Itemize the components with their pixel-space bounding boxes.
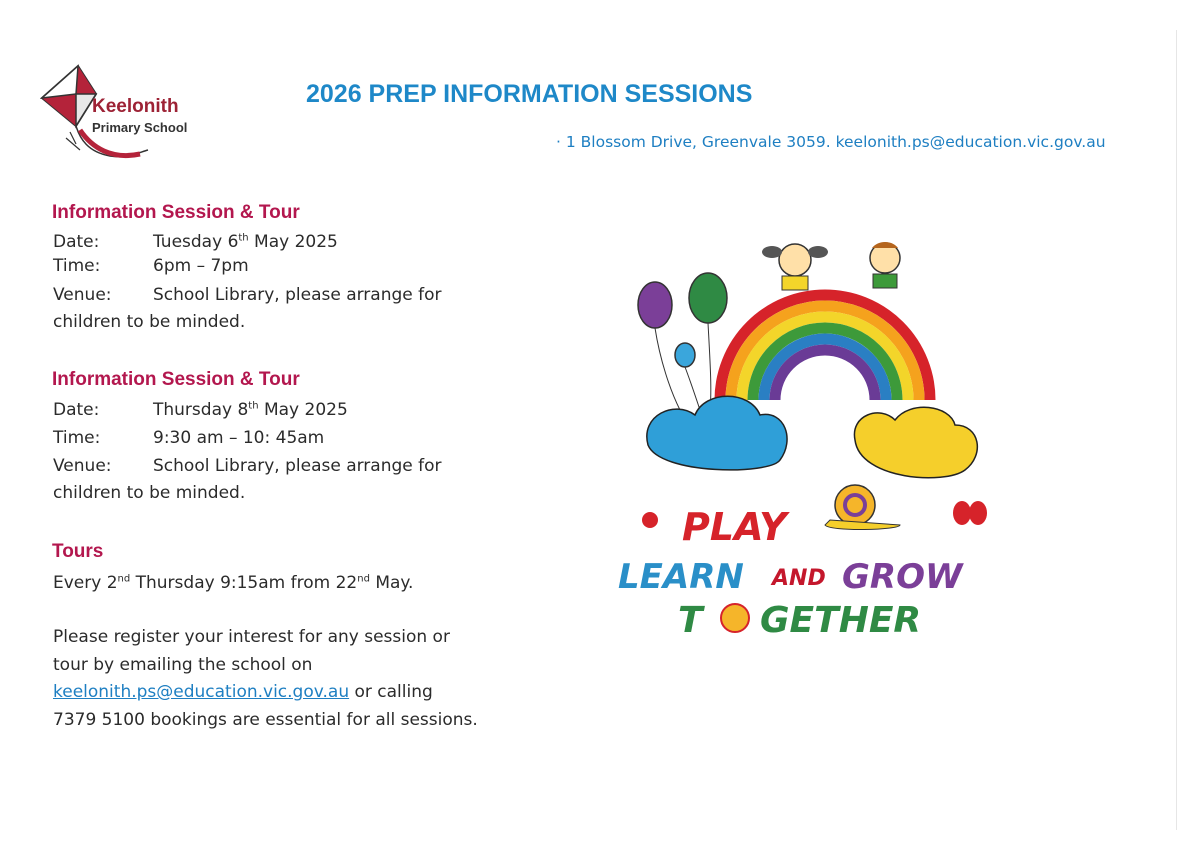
- date-suffix: th: [248, 400, 259, 412]
- register-line-3: [53, 682, 433, 702]
- time-label: Time:: [53, 428, 101, 448]
- date-value: Tuesday 6: [153, 232, 239, 252]
- tours-schedule: [53, 573, 413, 593]
- school-logo: [40, 64, 225, 164]
- date-month: May 2025: [248, 232, 338, 252]
- tours-heading: Tours: [52, 541, 104, 562]
- word-play: PLAY: [682, 505, 787, 549]
- venue-value: School Library, please arrange for: [153, 456, 442, 476]
- flower-icon: [642, 512, 658, 528]
- email-link[interactable]: keelonith.ps@education.vic.gov.au: [53, 682, 350, 702]
- session-2-time: [53, 428, 324, 448]
- snail-icon: [825, 485, 900, 530]
- school-address: · 1 Blossom Drive, Greenvale 3059. keelonith.ps@education.vic.gov.au: [556, 133, 1106, 151]
- date-suffix: th: [238, 232, 249, 244]
- register-line-2: tour by emailing the school on: [53, 655, 313, 675]
- word-and: AND: [772, 566, 826, 591]
- date-value: Thursday 8: [153, 400, 249, 420]
- session-1-venue: [53, 285, 442, 305]
- session-2-venue-continued: children to be minded.: [53, 483, 246, 503]
- tours-text-2: Thursday 9:15am from 22: [130, 573, 358, 593]
- time-value: 6pm – 7pm: [153, 256, 249, 276]
- word-learn: LEARN: [618, 557, 744, 597]
- sun-icon: [721, 604, 749, 632]
- time-label: Time:: [53, 256, 101, 276]
- venue-value: School Library, please arrange for: [153, 285, 442, 305]
- page-title: 2026 PREP INFORMATION SESSIONS: [306, 80, 753, 108]
- session-2-date: [53, 400, 348, 420]
- venue-label: Venue:: [53, 456, 112, 476]
- time-value: 9:30 am – 10: 45am: [153, 428, 325, 448]
- school-name: Keelonith: [92, 96, 179, 117]
- word-together-rest: GETHER: [760, 600, 922, 641]
- session-1-venue-continued: children to be minded.: [53, 312, 246, 332]
- date-month: May 2025: [258, 400, 348, 420]
- register-line-1: Please register your interest for any session or: [53, 627, 450, 647]
- register-line-4: 7379 5100 bookings are essential for all sessions.: [53, 710, 478, 730]
- session-2-heading: Information Session & Tour: [52, 369, 300, 390]
- tours-text-3: May.: [369, 573, 414, 593]
- clouds-icon: [647, 396, 978, 478]
- word-grow: GROW: [842, 557, 963, 597]
- balloons-icon: [638, 273, 727, 410]
- rainbow-icon: [720, 295, 930, 400]
- tours-text-1: Every 2: [53, 573, 118, 593]
- play-learn-grow-artwork: [600, 230, 1020, 660]
- tours-suffix-2: nd: [357, 573, 370, 585]
- session-1-time: [53, 256, 249, 276]
- butterfly-icon: [953, 501, 987, 525]
- session-1-heading: Information Session & Tour: [52, 202, 300, 223]
- register-line-3-tail: or calling: [349, 682, 433, 702]
- school-subtitle: Primary School: [92, 120, 188, 135]
- tours-suffix-1: nd: [117, 573, 131, 585]
- page-edge-rule: [1176, 30, 1177, 830]
- session-1-date: [53, 232, 338, 252]
- venue-label: Venue:: [53, 285, 112, 305]
- session-2-venue: [53, 456, 442, 476]
- date-label: Date:: [53, 232, 100, 252]
- date-label: Date:: [53, 400, 100, 420]
- children-icon: [762, 242, 900, 290]
- word-together-t: T: [678, 600, 703, 641]
